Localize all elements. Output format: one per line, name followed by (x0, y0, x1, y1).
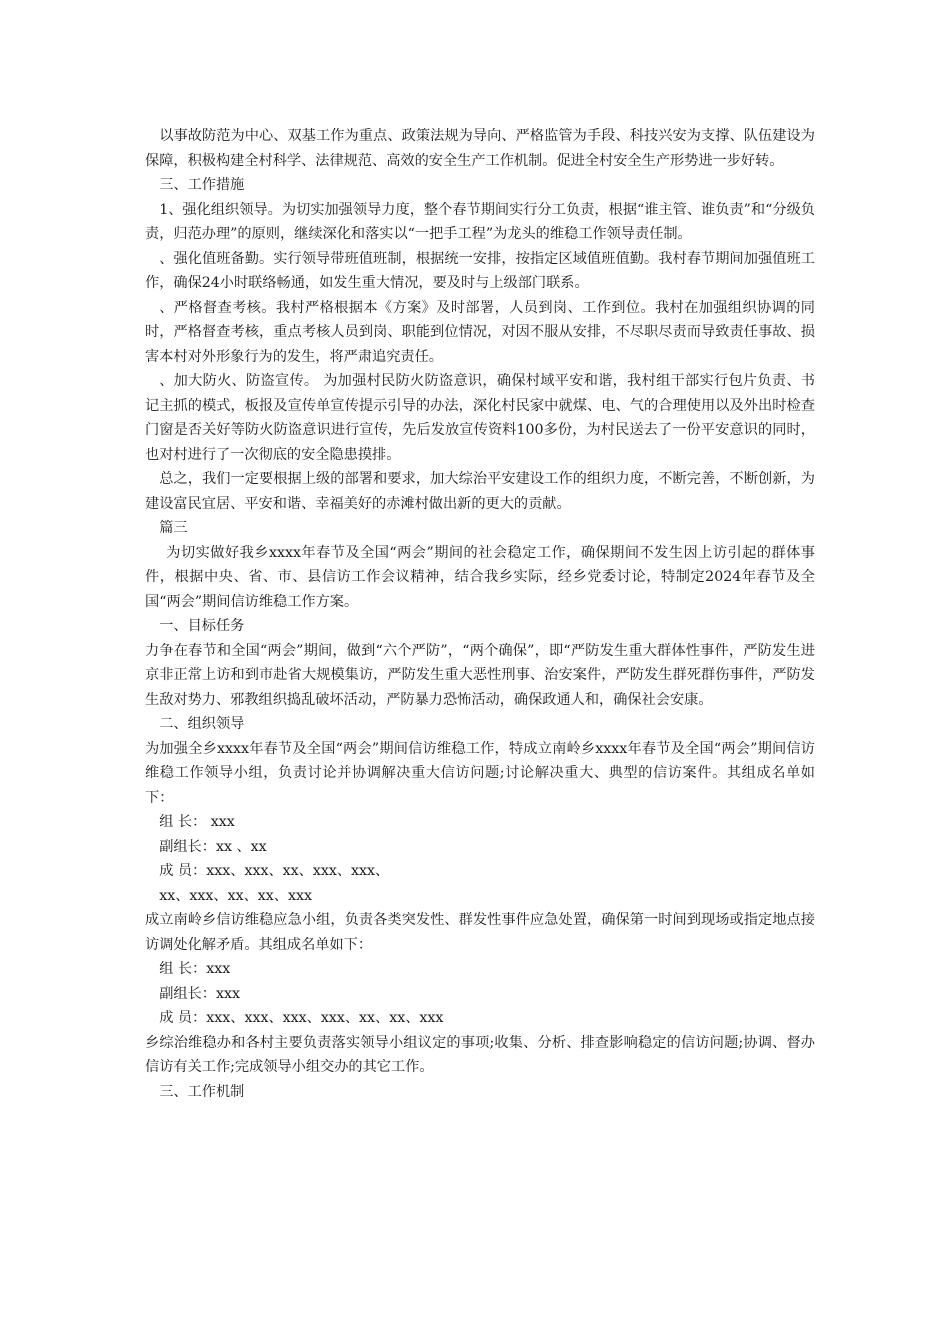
paragraph-principles: 以事故防范为中心、双基工作为重点、政策法规为导向、严格监管为手段、科技兴安为支撑、队伍建设为保障，积极构建全村科学、法律规范、高效的安全生产工作机制。促进全村安全生产形势进一步好转。 (145, 128, 815, 169)
paragraph-goal: 力争在春节和全国“两会”期间，做到“六个严防”，“两个确保”，即“严防发生重大群体性事件，严防发生进京非正常上访和到市赴省大规模集访，严防发生重大恶性刑事、治安案件，严防发生群死群伤事件，严防发生敌对势力、邪教组织捣乱破坏活动，严防暴力恐怖活动，确保政通人和，确保社会安康。 (145, 642, 815, 708)
heading-work-mechanism: 三、工作机制 (159, 1083, 245, 1100)
paragraph-summary: 总之，我们一定要根据上级的部署和要求，加大综治平安建设工作的组织力度，不断完善，不断创新，为建设富民宜居、平安和谐、幸福美好的赤滩村做出新的更大的贡献。 (145, 471, 815, 512)
list-members-1a: 成 员：xxx、xxx、xx、xxx、xxx、 (159, 863, 390, 879)
list-deputy-1: 副组长：xx 、xx (159, 838, 267, 855)
paragraph-org-emergency-group: 成立南岭乡信访维稳应急小组，负责各类突发性、群发性事件应急处置，确保第一时间到现场或指定地点接访调处化解矛盾。其组成名单如下： (145, 912, 815, 953)
paragraph-org-leading-group: 为加强全乡xxxx年春节及全国“两会”期间信访维稳工作，特成立南岭乡xxxx年春节及全国“两会”期间信访维稳工作领导小组，负责讨论并协调解决重大信访问题;讨论解决重大、典型的信访案件。其组成名单如下： (145, 740, 815, 806)
heading-part-three: 篇三 (159, 520, 188, 536)
paragraph-measure-2: 、强化值班备勤。实行领导带班值班制，根据统一安排，按指定区域值班值勤。我村春节期间加强值班工作，确保24小时联络畅通，如发生重大情况，要及时与上级部门联系。 (145, 250, 815, 291)
list-members-2: 成 员：xxx、xxx、xxx、xxx、xx、xx、xxx (159, 1010, 444, 1026)
list-deputy-2: 副组长：xxx (159, 985, 240, 1002)
paragraph-measure-4: 、加大防火、防盗宣传。 为加强村民防火防盗意识，确保村域平安和谐，我村组干部实行包片负责、书记主抓的模式，板报及宣传单宣传提示引导的办法，深化村民家中就煤、电、气的合理使用以及外出时检查门窗是否关好等防火防盗意识进行宣传，先后发放宣传资料100多份，为村民送去了一份平安意识的同时，也对村进行了一次彻底的安全隐患摸排。 (145, 373, 815, 463)
list-leader-1: 组 长： xxx (159, 814, 235, 830)
list-leader-2: 组 长：xxx (159, 961, 231, 977)
heading-goal: 一、目标任务 (159, 618, 245, 634)
paragraph-duties: 乡综治维稳办和各村主要负责落实领导小组议定的事项;收集、分析、排查影响稳定的信访问题;协调、督办信访有关工作;完成领导小组交办的其它工作。 (145, 1034, 815, 1075)
list-members-1b: xx、xxx、xx、xx、xxx (159, 887, 312, 904)
paragraph-intro: 为切实做好我乡xxxx年春节及全国“两会”期间的社会稳定工作，确保期间不发生因上访引起的群体事件，根据中央、省、市、县信访工作会议精神，结合我乡实际，经乡党委讨论，特制定2024年春节及全国“两会”期间信访维稳工作方案。 (145, 544, 815, 610)
paragraph-measure-1: 1、强化组织领导。为切实加强领导力度，整个春节期间实行分工负责，根据“谁主管、谁负责”和“分级负责，归范办理”的原则，继续深化和落实以“一把手工程”为龙头的维稳工作领导责任制。 (145, 201, 815, 242)
heading-work-measures: 三、工作措施 (159, 177, 245, 193)
paragraph-measure-3: 、严格督查考核。我村严格根据本《方案》及时部署，人员到岗、工作到位。我村在加强组织协调的同时，严格督查考核，重点考核人员到岗、职能到位情况，对因不服从安排，不尽职尽责而导致责任事故、损害本村对外形象行为的发生，将严肃追究责任。 (145, 299, 815, 365)
heading-organization: 二、组织领导 (159, 716, 245, 732)
document-page (145, 124, 815, 1104)
